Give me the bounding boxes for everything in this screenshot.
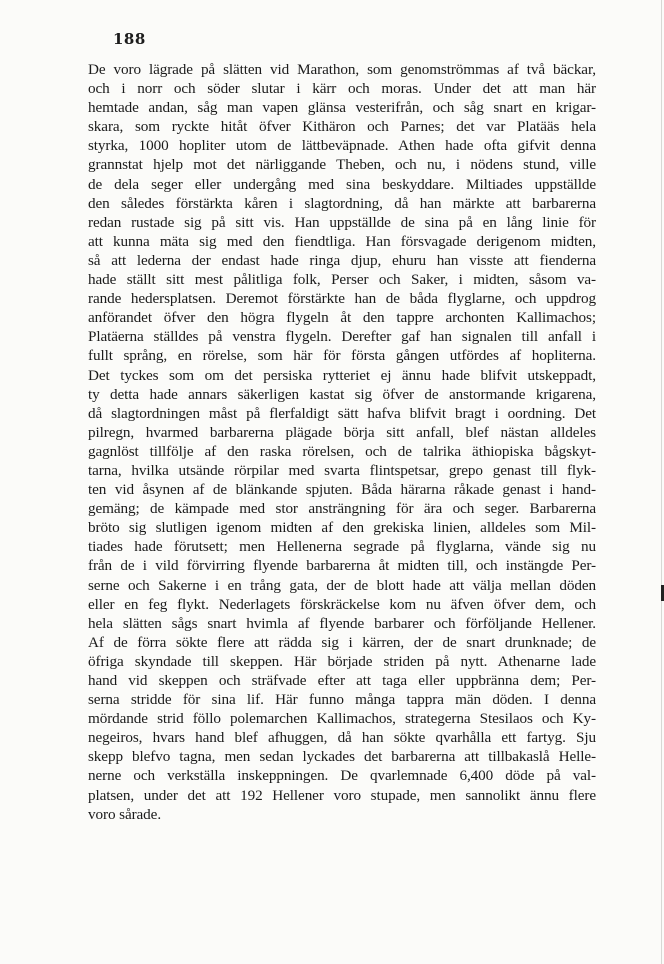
text-line: nerne och verkställa inskeppningen. De qvarlemnade 6,400 döde på val- — [88, 767, 596, 785]
text-line: tiades hade förutsett; men Hellenerna segrade på flyglarna, vände sig nu — [88, 538, 596, 556]
text-line: hela slätten sågs snart hvimla af flyende barbarer och förföljande Hellener. — [88, 614, 596, 632]
text-line: skepp blefvo tagna, men sedan lyckades det barbarerna att tillbakaslå Helle- — [88, 748, 596, 766]
text-line: hand vid skeppen och sträfvade efter att taga eller uppbränna dem; Per- — [88, 672, 596, 689]
text-line: serne och Sakerne i en trång gata, der de blott hade att välja mellan döden — [88, 576, 596, 594]
text-line: Det tyckes som om det persiska rytteriet ej ännu hade blifvit utskeppadt, — [88, 366, 596, 384]
text-line: styrka, 1000 hopliter utom de lättbeväpnade. Athen hade ofta gifvit denna — [88, 137, 596, 155]
text-line: ty detta hade annars säkerligen kastat sig öfver de anstormande krigarena, — [88, 385, 596, 403]
page-edge-shadow — [661, 0, 662, 964]
text-line: anförandet öfver den högra flygeln åt den tappre archonten Kallimachos; — [88, 309, 596, 327]
page-number: 188 — [113, 30, 146, 48]
text-line: mördande strid föllo polemarchen Kallimachos, strategerna Stesilaos och Ky- — [88, 710, 596, 728]
text-line: gagnlöst tillfölje af den raska rörelsen, och de talrika äthiopiska bågskyt- — [88, 442, 596, 460]
text-line: hemtade andan, såg man vapen glänsa vesterifrån, och såg snart en krigar- — [88, 99, 596, 117]
text-line: rande hedersplatsen. Deremot förstärkte han de båda flyglarne, och uppdrog — [88, 290, 596, 308]
text-line: eller en feg flykt. Nederlagets förskräckelse kom nu äfven öfver dem, och — [88, 595, 596, 613]
text-line: negeiros, hvars hand blef afhuggen, då han sökte qvarhålla ett fartyg. Sju — [88, 729, 596, 747]
text-line: skara, som ryckte hitåt öfver Kithäron och Parnes; det var Platääs hela — [88, 118, 596, 136]
text-line: och i norr och söder slutar i kärr och moras. Under det att man här — [88, 80, 596, 98]
text-line: så att lederna der endast hade ringa djup, ehuru han visste att fienderna — [88, 251, 596, 269]
text-line: då slagtordningen måst på flerfaldigt sätt hafva blifvit bragt i oordning. Det — [88, 404, 596, 422]
text-line: fullt språng, en rörelse, som här för första gången utfördes af hopliterna. — [88, 347, 596, 365]
text-line: redan rustade sig på sitt vis. Han uppställde de sina på en lång linie för — [88, 213, 596, 231]
text-line: att kunna mäta sig med den fiendtliga. Han försvagade derigenom midten, — [88, 232, 596, 250]
text-line: de dela seger eller undergång med sina beskyddare. Miltiades uppställde — [88, 175, 596, 193]
text-line: bröto sig slutligen igenom midten af den grekiska linien, alldeles som Mil- — [88, 519, 596, 537]
text-line: De voro lägrade på slätten vid Marathon, som genomströmmas af två bäckar, — [88, 61, 596, 78]
text-line: voro sårade. — [88, 805, 162, 823]
text-line: pilregn, hvarmed barbarerna plägade börja sitt anfall, blef nästan alldeles — [88, 423, 596, 441]
text-line: ten vid åsynen af de blänkande spjuten. Båda härarna råkade genast i hand- — [88, 481, 596, 499]
text-line: grannstat hjelp mot det närliggande Theben, och nu, i nödens stund, ville — [88, 156, 596, 174]
text-line: den således förstärkta kåren i slagtordning, då han märkte att barbarerna — [88, 194, 596, 212]
text-line: Af de förra sökte flere att rädda sig i kärren, der de snart drunknade; de — [88, 633, 596, 651]
text-line: platsen, under det att 192 Hellener voro stupade, men sannolikt ännu flere — [88, 786, 596, 804]
text-line: från de i vild förvirring flyende barbarerna åt midten till, och instängde Per- — [88, 557, 596, 575]
text-line: öfriga skyndade till skeppen. Här började striden på nytt. Athenarne lade — [88, 652, 596, 670]
text-line: tarna, hvilka utsände rörpilar med svarta flintspetsar, grepo genast till flyk- — [88, 461, 596, 479]
body-text — [88, 60, 596, 824]
text-line: Platäerna ställdes på venstra flygeln. Derefter gaf han signalen till anfall i — [88, 328, 596, 346]
text-line: serna stridde för sina lif. Här funno många tappra män döden. I denna — [88, 691, 596, 709]
text-line: gemäng; de kämpade med stor ansträngning för ära och seger. Barbarerna — [88, 500, 596, 518]
text-line: hade ställt sitt mest pålitliga folk, Perser och Saker, i midten, såsom va- — [88, 271, 596, 289]
